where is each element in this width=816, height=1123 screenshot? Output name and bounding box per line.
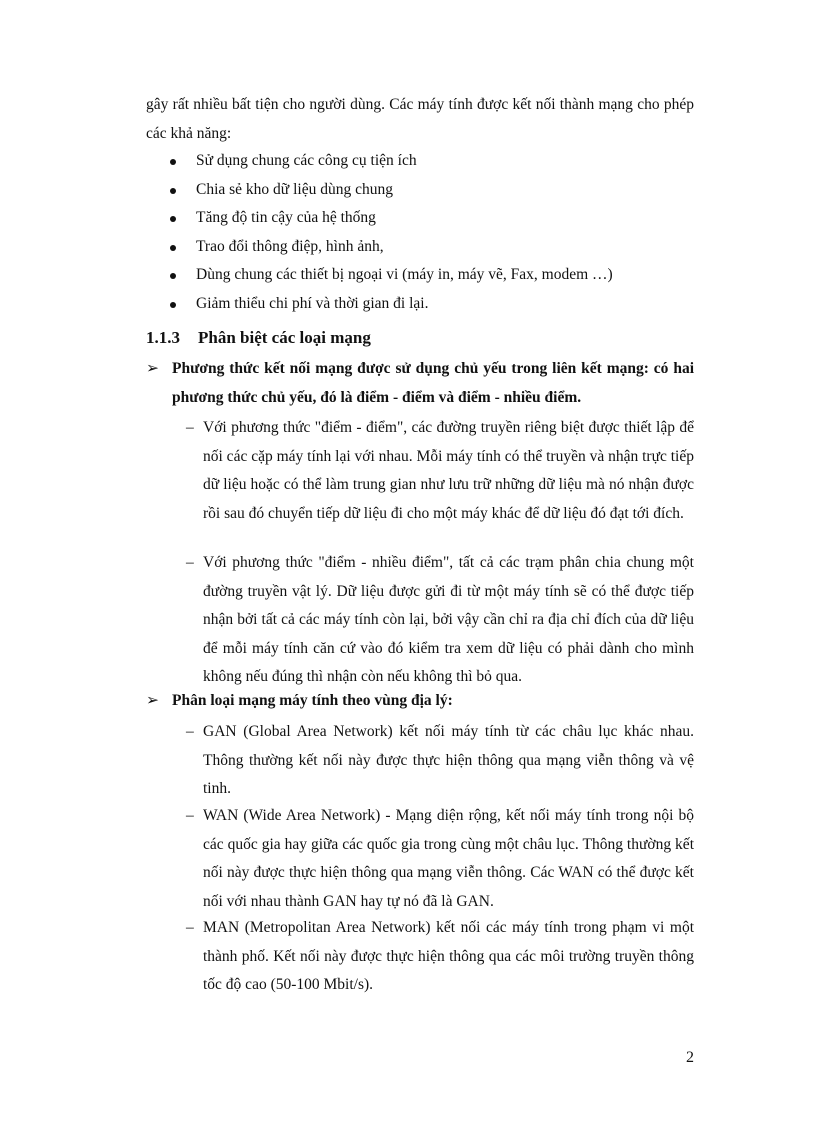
bullet-icon bbox=[170, 188, 176, 194]
dash-item-gan bbox=[186, 718, 694, 804]
bullet-icon bbox=[170, 216, 176, 222]
dash-item-text: Với phương thức "điểm - điểm", các đường truyền riêng biệt được thiết lập để nối các cặp máy tính lại với nhau. Mỗi máy tính có thể truyền và nhận trực tiếp dữ liệu hoặc có thể làm trung gian như lưu trữ những dữ liệu mà nó nhận được rồi sau đó chuyển tiếp dữ liệu đi cho một máy khác để dữ liệu đó đạt tới đích. bbox=[203, 419, 694, 522]
section-title: Phân biệt các loại mạng bbox=[198, 328, 371, 347]
dash-item-point-to-multipoint bbox=[186, 549, 694, 692]
arrow-item-connection-methods bbox=[146, 355, 694, 412]
list-item: Giảm thiểu chi phí và thời gian đi lại. bbox=[170, 290, 690, 319]
dash-item-wan bbox=[186, 802, 694, 916]
dash-item-text: Với phương thức "điểm - nhiều điểm", tất cả các trạm phân chia chung một đường truyền vật lý. Dữ liệu được gửi đi từ một máy tính sẽ có thể được tiếp nhận bởi tất cả các máy tính còn lại, bởi vậy cần chỉ ra địa chỉ đích của dữ liệu để mỗi máy tính căn cứ vào đó kiểm tra xem dữ liệu có phải dành cho mình không nếu đúng thì nhận còn nếu không thì bỏ qua. bbox=[203, 554, 694, 685]
list-item: Chia sẻ kho dữ liệu dùng chung bbox=[170, 176, 690, 205]
dash-item-text: GAN (Global Area Network) kết nối máy tính từ các châu lục khác nhau. Thông thường kết nối này được thực hiện thông qua mạng viễn thông và vệ tinh. bbox=[203, 723, 694, 797]
arrow-bullet-icon: ➢ bbox=[146, 360, 159, 377]
dash-bullet-icon: – bbox=[186, 919, 194, 936]
dash-bullet-icon: – bbox=[186, 723, 194, 740]
dash-item-point-to-point bbox=[186, 414, 694, 528]
capability-list bbox=[170, 147, 690, 318]
section-number: 1.1.3 bbox=[146, 328, 180, 347]
dash-bullet-icon: – bbox=[186, 419, 194, 436]
dash-bullet-icon: – bbox=[186, 554, 194, 571]
page-number: 2 bbox=[686, 1049, 694, 1066]
section-heading bbox=[146, 324, 371, 352]
bullet-icon bbox=[170, 245, 176, 251]
dash-item-man bbox=[186, 914, 694, 1000]
arrow-item-text: Phương thức kết nối mạng được sử dụng chủ yếu trong liên kết mạng: có hai phương thức chủ yếu, đó là điểm - điểm và điểm - nhiều điểm. bbox=[172, 360, 694, 406]
list-item: Sử dụng chung các công cụ tiện ích bbox=[170, 147, 690, 176]
arrow-item-text: Phân loại mạng máy tính theo vùng địa lý: bbox=[172, 692, 453, 709]
list-item: Tăng độ tin cậy của hệ thống bbox=[170, 204, 690, 233]
dash-item-text: WAN (Wide Area Network) - Mạng diện rộng, kết nối máy tính trong nội bộ các quốc gia hay giữa các quốc gia trong cùng một châu lục. Thông thường kết nối này được thực hiện thông qua mạng viễn thông. Các WAN có thể được kết nối với nhau thành GAN hay tự nó đã là GAN. bbox=[203, 807, 694, 910]
list-item: Dùng chung các thiết bị ngoại vi (máy in, máy vẽ, Fax, modem …) bbox=[170, 261, 690, 290]
bullet-icon bbox=[170, 273, 176, 279]
bullet-icon bbox=[170, 302, 176, 308]
arrow-bullet-icon: ➢ bbox=[146, 692, 159, 709]
intro-paragraph: gây rất nhiều bất tiện cho người dùng. Các máy tính được kết nối thành mạng cho phép các khả năng: bbox=[146, 96, 694, 142]
bullet-icon bbox=[170, 159, 176, 165]
dash-bullet-icon: – bbox=[186, 807, 194, 824]
list-item: Trao đổi thông điệp, hình ảnh, bbox=[170, 233, 690, 262]
dash-item-text: MAN (Metropolitan Area Network) kết nối các máy tính trong phạm vi một thành phố. Kết nối này được thực hiện thông qua các môi trường truyền thông tốc độ cao (50-100 Mbit/s). bbox=[203, 919, 694, 993]
arrow-item-geographic-classification bbox=[146, 687, 694, 716]
